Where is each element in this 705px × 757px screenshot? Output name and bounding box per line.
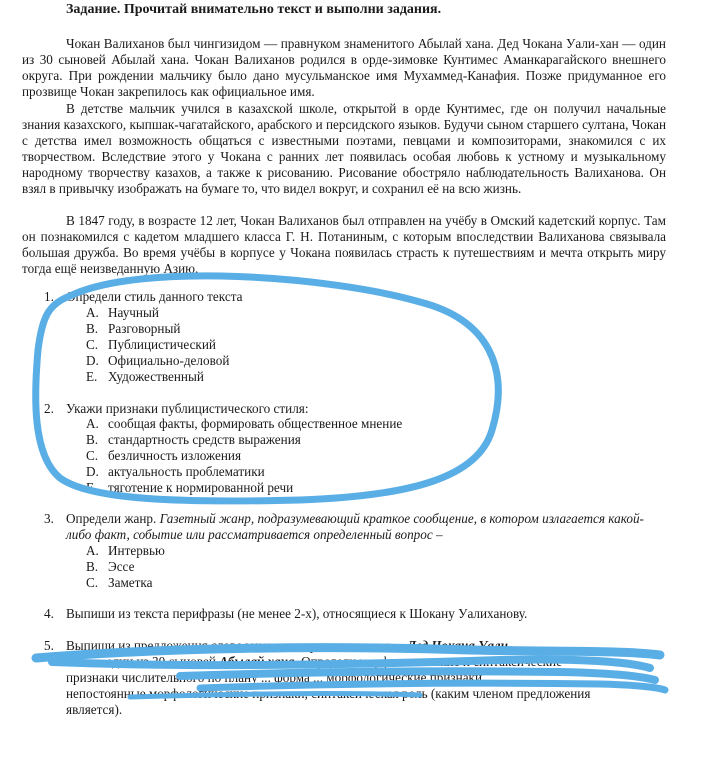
paragraph-2: В детстве мальчик учился в казахской школе, открытой в орде Кунтимес, где он получил начальные знания казахского, кыпшак-чагатайского, арабского и персидского языков. Будучи сыном старшего султана, Чокан с детства имел возможность общаться с известными поэтами, певцами и композиторами, знакомился с их творчеством. Вследствие этого у Чокана с ранних лет появилась особая любовь к устному и музыкальному народному творчеству казахов, а также к рисованию. Рисование обостряло наблюдательность Валиханова. Он взял в привычку изображать на бумаге то, что видел вокруг, и сохранил её на всю жизнь. [22, 101, 666, 197]
option: D. актуальность проблематики [86, 464, 265, 479]
question-3-options [86, 543, 165, 591]
option: B. Эссе [86, 559, 135, 574]
option: A. Интервью [86, 543, 165, 558]
question-5-line-2: хан — один из 30 сыновей Абылай хана. Определи морфологические и синтаксические [66, 654, 562, 669]
option: B. стандартность средств выражения [86, 432, 301, 447]
question-2-options [86, 416, 402, 496]
question-5-line-1: Выпиши из предложения словосочетание прилагательное ... Дед Чокана Уали- [66, 638, 513, 653]
paragraph-1: Чокан Валиханов был чингизидом — правнуком знаменитого Абылай хана. Дед Чокана Уали-хан — один из 30 сыновей Абылай хана. Чокан Валиханов родился в орде-зимовке Кунтимес Аманкарагайского внешнего округа. При рождении мальчику было дано мусульманское имя Мухаммед-Канафия. Позже придуманное его прозвище Чокан закрепилось как официальное имя. [22, 36, 666, 100]
question-2-text: Укажи признаки публицистического стиля: [66, 401, 309, 416]
question-3-text: Определи жанр. Газетный жанр, подразумевающий краткое сообщение, в котором излагается какой-либо факт, событие или рассматривается определенный вопрос – [66, 511, 644, 542]
question-4-text: Выпиши из текста перифразы (не менее 2-х), относящиеся к Шокану Уалиханову. [66, 606, 528, 621]
option: A. Научный [86, 305, 159, 320]
option: C. Заметка [86, 575, 153, 590]
question-3-number: 3. [44, 511, 54, 526]
question-1-number: 1. [44, 289, 54, 304]
question-5-number: 5. [44, 638, 54, 653]
task-title: Задание. Прочитай внимательно текст и выполни задания. [66, 2, 442, 17]
question-5-line-3: признаки числительного по плану ... форма ... морфологические признаки, [66, 670, 486, 685]
option: C. Публицистический [86, 337, 216, 352]
option: E. Художественный [86, 369, 204, 384]
question-4-number: 4. [44, 606, 54, 621]
question-2-number: 2. [44, 401, 54, 416]
question-5-line-5: является). [66, 702, 123, 717]
option: C. безличность изложения [86, 448, 242, 463]
option: A. сообщая факты, формировать общественное мнение [86, 416, 403, 431]
question-1-text: Определи стиль данного текста [66, 289, 243, 304]
paragraph-3: В 1847 году, в возрасте 12 лет, Чокан Валиханов был отправлен на учёбу в Омский кадетский корпус. Там он познакомился с кадетом младшего класса Г. Н. Потаниным, с которым впоследствии Валиханова связывала большая дружба. Во время учёбы в корпусе у Чокана появилась страсть к путешествиям и мечта открыть миру тогда ещё неизведанную Азию. [22, 213, 666, 277]
option: B. Разговорный [86, 321, 181, 336]
option: D. Официально-деловой [86, 353, 230, 368]
question-5-line-4: непостоянные морфологические признаки, синтаксическая роль (каким членом предложения [66, 686, 591, 701]
question-5-text [66, 638, 658, 718]
option: E. тяготение к нормированной речи [86, 480, 294, 495]
question-1-options [86, 305, 229, 385]
